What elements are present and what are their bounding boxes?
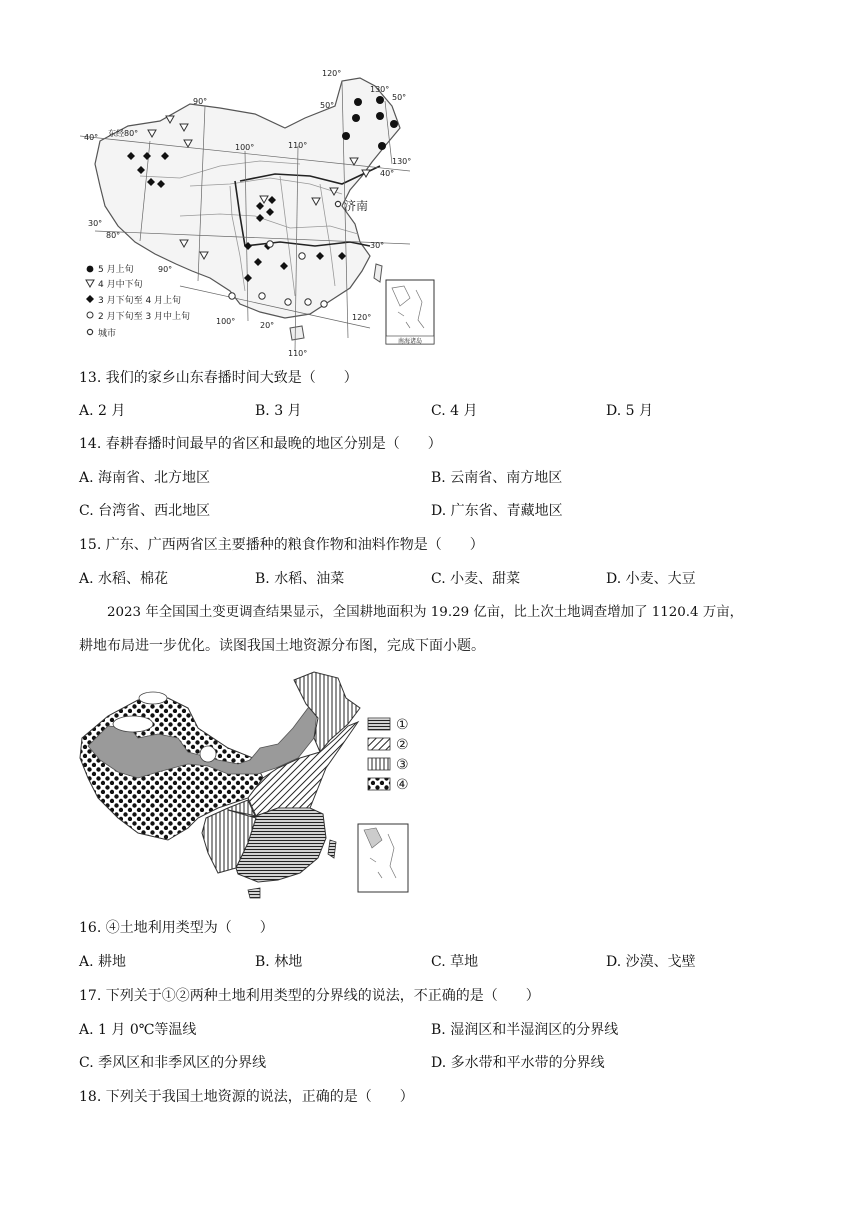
map2-legend bbox=[368, 717, 409, 793]
lon-label: 110° bbox=[288, 349, 308, 358]
q16-option-a[interactable]: A. 耕地 bbox=[79, 954, 127, 970]
q13-option-c[interactable]: C. 4 月 bbox=[431, 403, 478, 419]
q15-option-c[interactable]: C. 小麦、甜菜 bbox=[431, 571, 521, 587]
lon-label: 90° bbox=[158, 265, 173, 274]
lon-label: 120° bbox=[322, 69, 342, 78]
lat-label: 40° bbox=[84, 133, 99, 142]
legend-label: 3 月下旬至 4 月上旬 bbox=[98, 296, 182, 306]
legend-label: 城市 bbox=[98, 329, 117, 339]
lat-label: 30° bbox=[88, 219, 103, 228]
legend-label-4: ④ bbox=[396, 777, 409, 793]
q16-option-b[interactable]: B. 林地 bbox=[255, 954, 303, 970]
lat-label: 50° bbox=[320, 101, 335, 110]
q15-option-b[interactable]: B. 水稻、油菜 bbox=[255, 571, 345, 587]
lon-label: 110° bbox=[288, 141, 308, 150]
lon-label: 东经80° bbox=[108, 129, 139, 138]
lon-label: 100° bbox=[216, 317, 236, 326]
south-sea-inset bbox=[386, 280, 434, 345]
map2-south-sea-inset bbox=[358, 824, 408, 892]
lat-label: 30° bbox=[370, 241, 385, 250]
q14-option-a[interactable]: A. 海南省、北方地区 bbox=[79, 470, 211, 486]
q16-option-c[interactable]: C. 草地 bbox=[431, 954, 479, 970]
land-resources-map bbox=[78, 668, 418, 900]
lon-label: 130° bbox=[370, 85, 390, 94]
q13-option-a[interactable]: A. 2 月 bbox=[79, 403, 126, 419]
q14-option-d[interactable]: D. 广东省、青藏地区 bbox=[431, 503, 563, 519]
city-label-jinan: 济南 bbox=[344, 199, 369, 213]
passage-line-1: 2023 年全国国土变更调查结果显示，全国耕地面积为 19.29 亿亩，比上次土地调查增加了 1120.4 万亩， bbox=[107, 605, 743, 620]
legend-label: 5 月上旬 bbox=[98, 265, 134, 275]
lon-label: 120° bbox=[352, 313, 372, 322]
question-16-stem: 16. ④土地利用类型为（ ） bbox=[79, 920, 274, 936]
legend-label-3: ③ bbox=[396, 757, 409, 773]
legend-label: 2 月下旬至 3 月中上旬 bbox=[98, 312, 191, 322]
legend-label-1: ① bbox=[396, 717, 409, 733]
q14-option-b[interactable]: B. 云南省、南方地区 bbox=[431, 470, 563, 486]
legend-label-2: ② bbox=[396, 737, 409, 753]
lon-label: 80° bbox=[106, 231, 121, 240]
lon-label: 100° bbox=[235, 143, 255, 152]
q17-option-c[interactable]: C. 季风区和非季风区的分界线 bbox=[79, 1055, 267, 1071]
question-18-stem: 18. 下列关于我国土地资源的说法，正确的是（ ） bbox=[79, 1089, 414, 1105]
q17-option-d[interactable]: D. 多水带和平水带的分界线 bbox=[431, 1055, 605, 1071]
q17-option-a[interactable]: A. 1 月 0℃等温线 bbox=[79, 1022, 197, 1038]
question-13-stem: 13. 我们的家乡山东春播时间大致是（ ） bbox=[79, 370, 358, 386]
question-15-stem: 15. 广东、广西两省区主要播种的粮食作物和油料作物是（ ） bbox=[79, 537, 484, 553]
q13-option-b[interactable]: B. 3 月 bbox=[255, 403, 302, 419]
q15-option-a[interactable]: A. 水稻、棉花 bbox=[79, 571, 169, 587]
q14-option-c[interactable]: C. 台湾省、西北地区 bbox=[79, 503, 211, 519]
lon-label: 90° bbox=[193, 97, 208, 106]
passage-line-2: 耕地布局进一步优化。读图我国土地资源分布图，完成下面小题。 bbox=[79, 638, 485, 654]
question-17-stem: 17. 下列关于①②两种土地利用类型的分界线的说法，不正确的是（ ） bbox=[79, 988, 540, 1004]
taiwan-outline bbox=[374, 264, 382, 282]
spring-sowing-map bbox=[80, 66, 440, 358]
legend-label: 4 月中下旬 bbox=[98, 280, 143, 290]
q16-option-d[interactable]: D. 沙漠、戈壁 bbox=[606, 954, 696, 970]
q15-option-d[interactable]: D. 小麦、大豆 bbox=[606, 571, 696, 587]
city-marker-jinan bbox=[335, 201, 340, 206]
lat-label: 50° bbox=[392, 93, 407, 102]
q13-option-d[interactable]: D. 5 月 bbox=[606, 403, 653, 419]
inset-caption: 南海诸岛 bbox=[398, 338, 423, 345]
question-14-stem: 14. 春耕春播时间最早的省区和最晚的地区分别是（ ） bbox=[79, 436, 442, 452]
lon-label: 130° bbox=[392, 157, 412, 166]
map1-legend bbox=[86, 263, 190, 339]
lat-label: 40° bbox=[380, 169, 395, 178]
q17-option-b[interactable]: B. 湿润区和半湿润区的分界线 bbox=[431, 1022, 619, 1038]
hainan-outline bbox=[290, 326, 304, 340]
lat-label: 20° bbox=[260, 321, 275, 330]
